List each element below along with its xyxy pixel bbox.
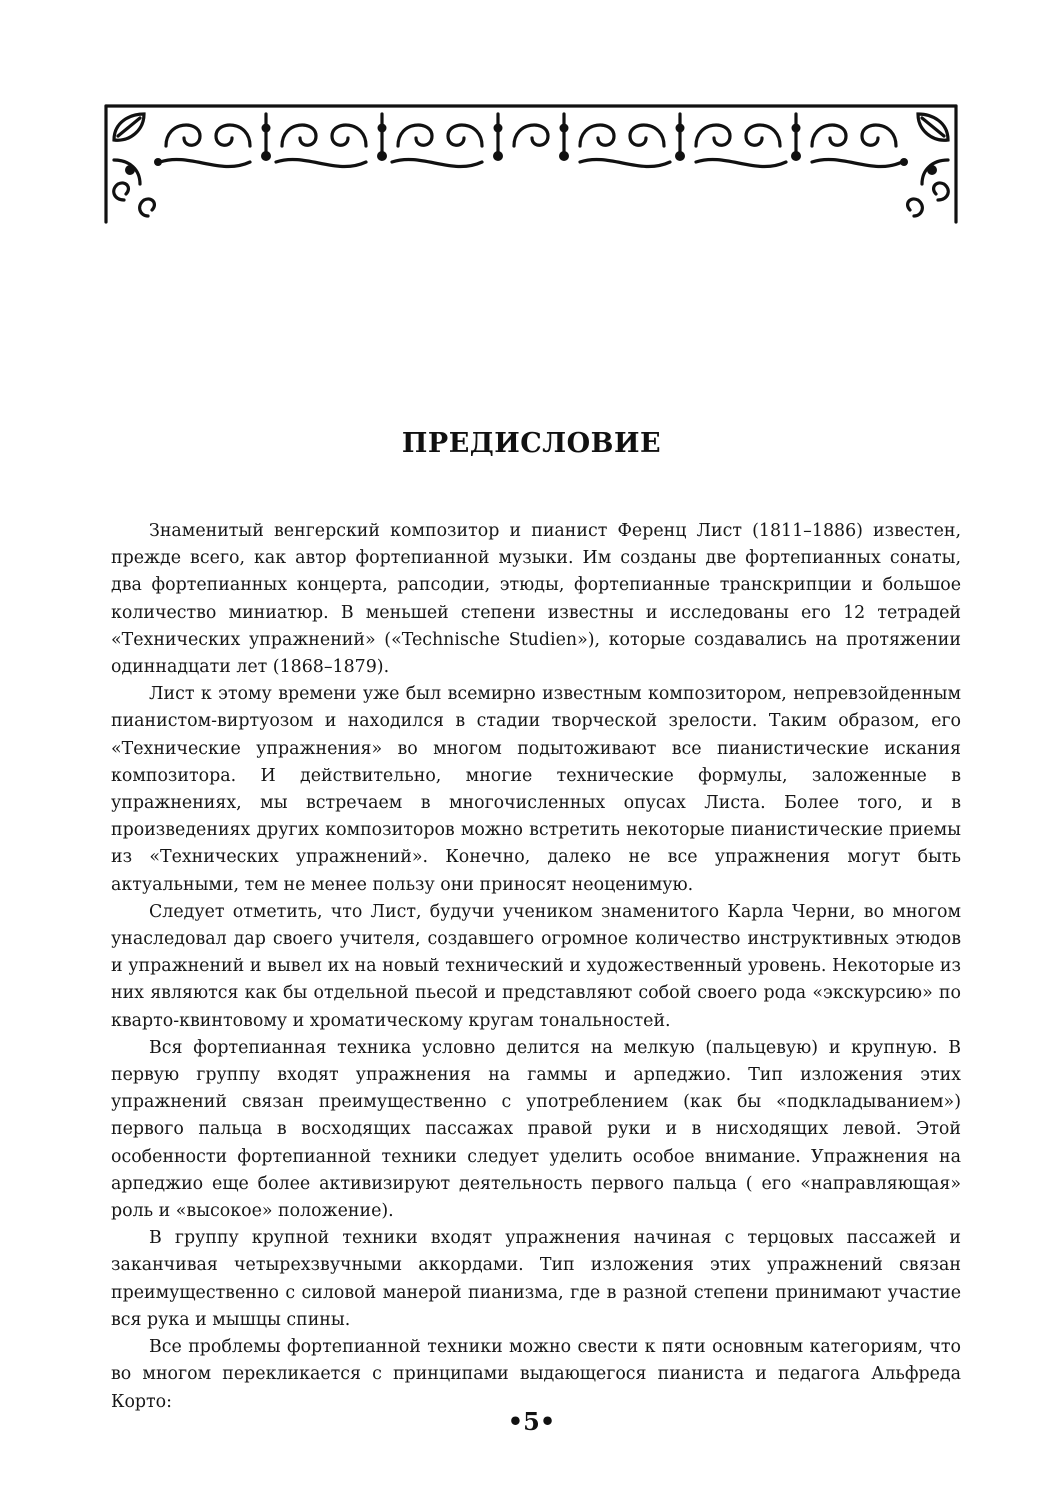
paragraph: Следует отметить, что Лист, будучи учеником знаменитого Карла Черни, во многом унаследовал дар своего учителя, создавшего огромное количество инструктивных этюдов и упражнений и вывел их на новый технический и художественный уровень. Некоторые из них являются как бы отдельной пьесой и представляют собой своего рода «экскурсию» по кварто-квинтовому и хроматическому кругам тональностей. xyxy=(111,901,961,1031)
paragraph: Все проблемы фортепианной техники можно свести к пяти основным категориям, что во многом перекликается с принципами выдающегося пианиста и педагога Альфреда Корто: xyxy=(111,1337,961,1412)
page-title: ПРЕДИСЛОВИЕ xyxy=(401,428,662,459)
paragraph: В группу крупной техники входят упражнения начиная с терцовых пассажей и заканчивая четырехзвучными аккордами. Тип изложения этих упражнений связан преимущественно с силовой манерой пианизма, где в разной степени принимают участие вся рука и мышцы спины. xyxy=(111,1228,961,1330)
paragraph: Знаменитый венгерский композитор и пианист Ференц Лист (1811–1886) известен, прежде всего, как автор фортепианной музыки. Им созданы две фортепианных сонаты, два фортепианных концерта, рапсодии, этюды, фортепианные транскрипции и большое количество миниатюр. В меньшей степени известны и исследованы его 12 тетрадей «Технических упражнений» («Technische Studien»), которые создавались на протяжении одиннадцати лет (1868–1879). xyxy=(111,521,961,678)
paragraph: Лист к этому времени уже был всемирно известным композитором, непревзойденным пианистом-виртуозом и находился в стадии творческой зрелости. Таким образом, его «Технические упражнения» во многом подытоживают все пианистические искания композитора. И действительно, многие технические формулы, заложенные в упражнениях, мы встречаем в многочисленных опусах Листа. Более того, и в произведениях других композиторов можно встретить некоторые пианистические приемы из «Технических упражнений». Конечно, далеко не все упражнения могут быть актуальными, тем не менее пользу они приносят неоценимую. xyxy=(111,684,961,895)
ornamental-header-icon xyxy=(100,100,962,230)
page-number: •5• xyxy=(507,1407,556,1436)
paragraph: Вся фортепианная техника условно делится на мелкую (пальцевую) и крупную. В первую группу входят упражнения на гаммы и арпеджио. Тип изложения этих упражнений связан преимущественно с употреблением (как бы «подкладыванием») первого пальца в восходящих пассажах правой руки и в нисходящих левой. Этой особенности фортепианной техники следует уделить особое внимание. Упражнения на арпеджио еще более активизируют деятельность первого пальца ( его «направляющая» роль и «высокое» положение). xyxy=(111,1037,961,1222)
preface-text xyxy=(111,518,961,1416)
